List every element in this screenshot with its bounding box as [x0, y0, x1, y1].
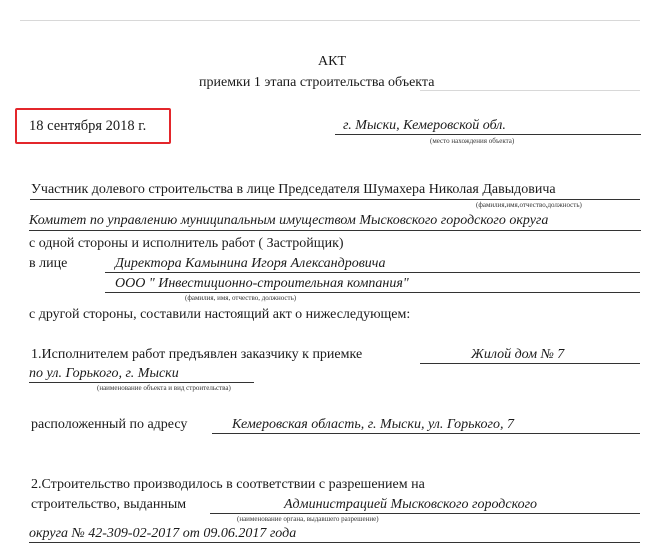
permit-issuer: Администрацией Мысковского городского [284, 497, 538, 512]
permit-number: округа № 42-309-02-2017 от 09.06.2017 года [29, 526, 297, 541]
issuer-underline [210, 513, 640, 514]
address-underline [212, 433, 640, 434]
participant-caption: (фамилия,имя,отчество,должность) [476, 201, 582, 209]
in-person-label: в лице [29, 256, 68, 271]
address-label: расположенный по адресу [31, 417, 188, 432]
section1-text: 1.Исполнителем работ предъявлен заказчику к приемке [31, 347, 363, 362]
permit-underline [29, 542, 640, 543]
object-underline [420, 363, 640, 364]
participant-line: Участник долевого строительства в лице Председателя Шумахера Николая Давыдовича [31, 182, 556, 197]
act-date: 18 сентября 2018 г. [29, 118, 147, 134]
issuer-caption: (наименование органа, выдавшего разрешение) [237, 515, 379, 523]
place-caption: (место нахождения объекта) [430, 137, 515, 145]
committee-underline [29, 230, 641, 231]
object-caption: (наименование объекта и вид строительства) [97, 384, 231, 392]
company-name: ООО " Инвестиционно-строительная компания" [115, 276, 409, 291]
scan-artifact-line [20, 20, 640, 21]
other-side-text: с другой стороны, составили настоящий акт о нижеследующем: [29, 307, 411, 322]
company-caption: (фамилия, имя, отчество, должность) [185, 294, 297, 302]
participant-underline [30, 199, 640, 200]
one-side-text: с одной стороны и исполнитель работ ( Застройщик) [29, 236, 344, 251]
scan-artifact-line [420, 90, 640, 91]
object-street: по ул. Горького, г. Мыски [29, 366, 179, 381]
director-name: Директора Камынина Игоря Александровича [115, 256, 386, 271]
company-underline [105, 292, 640, 293]
section2-line1: 2.Строительство производилось в соответствии с разрешением на [31, 477, 425, 492]
street-underline [29, 382, 254, 383]
director-underline [105, 272, 640, 273]
document-title: АКТ [318, 54, 346, 69]
document-subtitle: приемки 1 этапа строительства объекта [199, 75, 435, 90]
place: г. Мыски, Кемеровской обл. [343, 118, 506, 133]
place-underline [335, 134, 641, 135]
object-name: Жилой дом № 7 [471, 347, 565, 362]
object-address: Кемеровская область, г. Мыски, ул. Горького, 7 [232, 417, 514, 432]
committee-name: Комитет по управлению муниципальным имуществом Мысковского городского округа [29, 213, 549, 228]
section2-line2-label: строительство, выданным [31, 497, 187, 512]
